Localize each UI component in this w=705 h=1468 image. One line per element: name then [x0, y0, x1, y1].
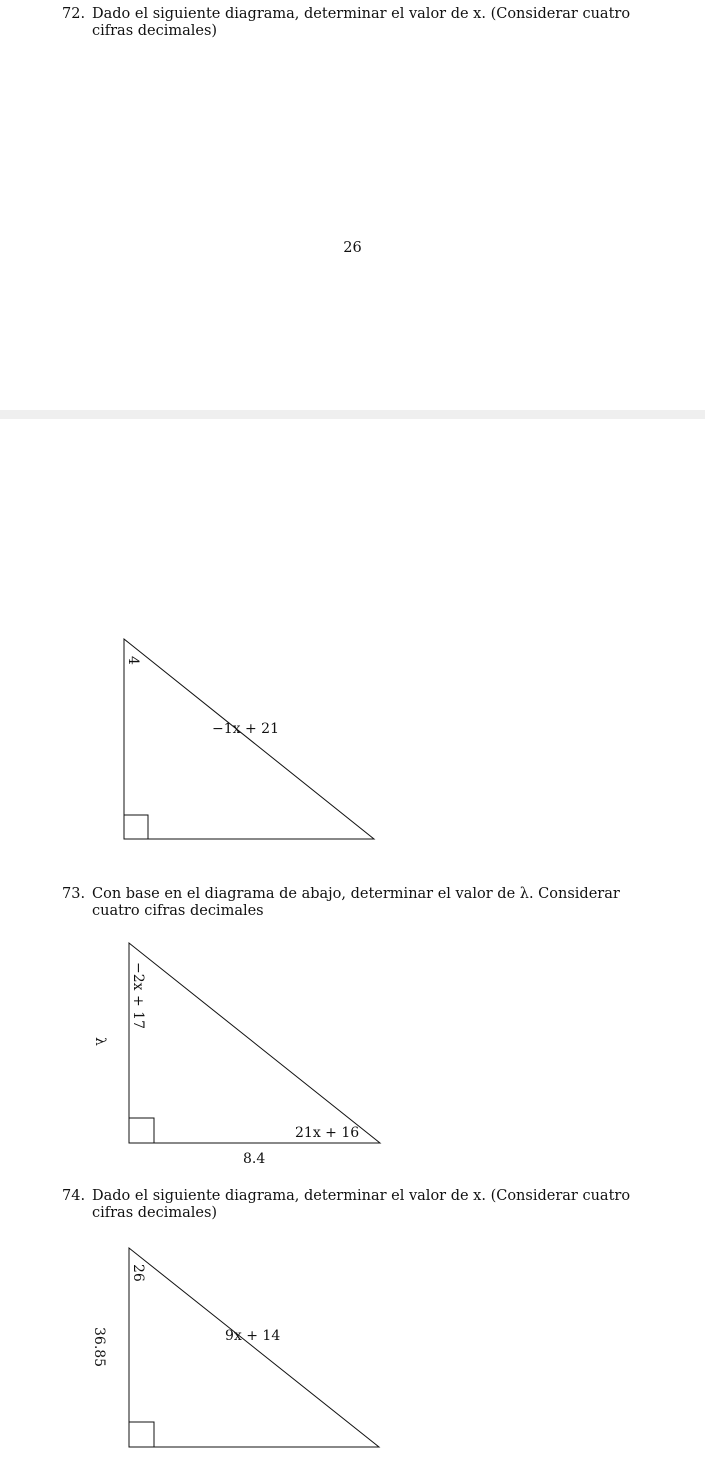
right-angle-marker [129, 1422, 154, 1447]
hypotenuse-label: 9x + 14 [225, 1328, 281, 1344]
base-label: 8.4 [243, 1151, 266, 1167]
problem-text-line1: Dado el siguiente diagrama, determinar el valor de x. (Considerar cuatro [92, 1188, 631, 1204]
problem-number: 73. [62, 886, 86, 902]
hypotenuse-label: −1x + 21 [212, 721, 279, 737]
page-number: 26 [343, 240, 362, 256]
hypotenuse-label: 21x + 16 [295, 1125, 360, 1141]
problem-text-line1: Dado el siguiente diagrama, determinar el valor de x. (Considerar cuatro [92, 6, 631, 22]
vertical-outer-label: 36.85 [91, 1327, 107, 1368]
problem-text-line1: Con base en el diagrama de abajo, determinar el valor de λ. Considerar [92, 886, 620, 902]
problem-number: 72. [62, 6, 86, 22]
vertical-inner-label: 26 [130, 1264, 146, 1282]
problem-text-line2: cifras decimales) [92, 1205, 218, 1221]
problem-text-line2: cuatro cifras decimales [92, 903, 264, 919]
problem-text-line2: cifras decimales) [92, 23, 218, 39]
triangle [129, 1248, 379, 1447]
problem-number: 74. [62, 1188, 86, 1204]
vertical-inner-label: −2x + 17 [130, 962, 146, 1029]
vertical-inner-label: 4 [125, 656, 141, 665]
vertical-outer-label: λ [92, 1037, 108, 1046]
